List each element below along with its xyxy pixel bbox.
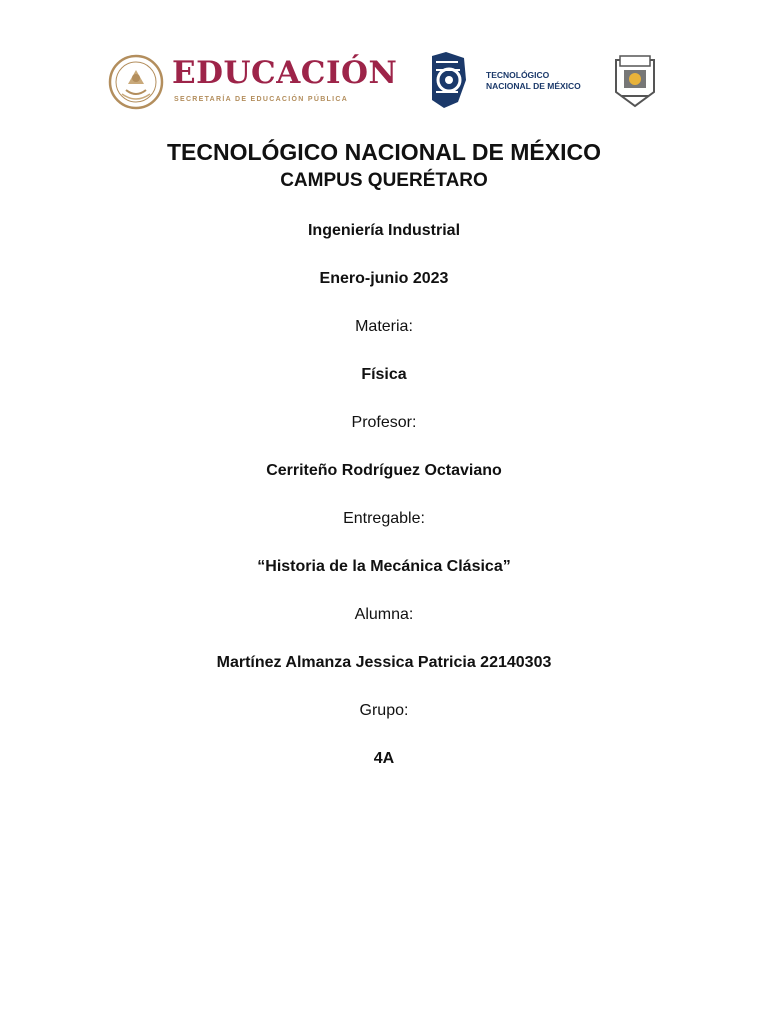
student-label: Alumna: [354, 606, 414, 623]
tecnm-line-1: TECNOLÓGICO [486, 70, 550, 80]
tecnm-wordmark [486, 70, 581, 92]
subject-label: Materia: [355, 318, 413, 335]
logo-header [0, 44, 768, 120]
professor: Cerriteño Rodríguez Octaviano [266, 462, 502, 479]
student-name: Martínez Almanza Jessica Patricia 22140303 [216, 654, 552, 671]
sep-subtitle: SECRETARÍA DE EDUCACIÓN PÚBLICA [174, 96, 349, 103]
deliverable-title: “Historia de la Mecánica Clásica” [257, 558, 511, 575]
career: Ingeniería Industrial [307, 222, 461, 239]
tecnm-gear-icon [428, 50, 468, 110]
period: Enero-junio 2023 [319, 270, 449, 287]
tecnm-line-2: NACIONAL DE MÉXICO [486, 81, 581, 91]
sep-seal-icon [108, 54, 164, 110]
itq-shield-icon [612, 50, 658, 110]
institution-title: TECNOLÓGICO NACIONAL DE MÉXICO [166, 139, 602, 165]
deliverable-label: Entregable: [343, 510, 425, 527]
tecnm-logo [428, 50, 581, 110]
sep-wordmark: EDUCACIÓN [172, 55, 398, 91]
professor-label: Profesor: [351, 414, 417, 431]
subject: Física [361, 366, 407, 383]
sep-logo [108, 48, 398, 112]
group: 4A [373, 750, 395, 767]
group-label: Grupo: [359, 702, 409, 719]
campus-title: CAMPUS QUERÉTARO [280, 170, 488, 191]
